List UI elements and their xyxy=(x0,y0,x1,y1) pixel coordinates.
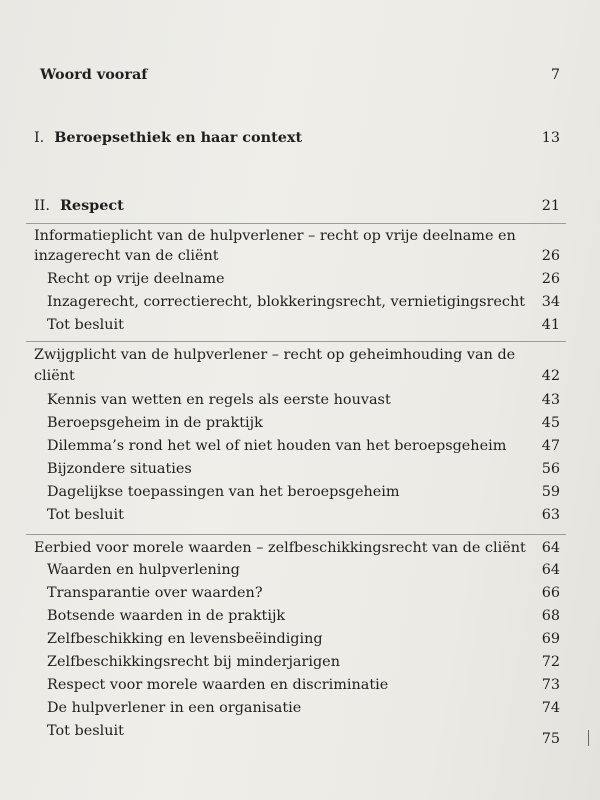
chapter-title: Beroepsethiek en haar context xyxy=(54,129,303,146)
toc-subentry xyxy=(0,559,600,581)
section-page: 26 xyxy=(541,248,560,264)
subentry-title: De hulpverlener in een organisatie xyxy=(47,700,302,716)
section-title: Zwijgplicht van de hulpverlener – recht op geheimhouding van de xyxy=(34,347,516,363)
subentry-title: Recht op vrije deelname xyxy=(47,271,225,287)
toc-subentry xyxy=(0,674,600,696)
chapter-page: 21 xyxy=(541,198,560,214)
subentry-page: 75 xyxy=(541,731,560,747)
toc-subentry xyxy=(0,628,600,650)
subentry-title: Tot besluit xyxy=(47,317,124,333)
toc-section-3 xyxy=(0,537,600,559)
subentry-page: 72 xyxy=(541,654,560,670)
chapter-title: Respect xyxy=(59,197,124,214)
subentry-title: Kennis van wetten en regels als eerste houvast xyxy=(47,392,391,408)
section-page: 42 xyxy=(541,368,560,384)
toc-chapter-2 xyxy=(0,195,600,217)
toc-subentry xyxy=(0,458,600,480)
subentry-page: 56 xyxy=(541,461,560,477)
toc-subentry xyxy=(0,720,600,747)
toc-section-1-line2 xyxy=(0,245,600,267)
toc-subentry xyxy=(0,582,600,604)
subentry-page: 34 xyxy=(541,294,560,310)
subentry-title: Zelfbeschikkingsrecht bij minderjarigen xyxy=(47,654,340,670)
subentry-page: 74 xyxy=(541,700,560,716)
subentry-page: 69 xyxy=(541,631,560,647)
chapter-number: II. xyxy=(34,198,50,214)
toc-subentry xyxy=(0,435,600,457)
subentry-page: 66 xyxy=(541,585,560,601)
subentry-title: Dagelijkse toepassingen van het beroepsgeheim xyxy=(47,484,400,500)
subentry-page: 47 xyxy=(541,438,560,454)
section-title: Eerbied voor morele waarden – zelfbeschikkingsrecht van de cliënt xyxy=(34,540,526,556)
toc-subentry xyxy=(0,651,600,673)
subentry-title: Transparantie over waarden? xyxy=(47,585,263,601)
subentry-title: Tot besluit xyxy=(47,723,124,739)
section-page: 64 xyxy=(541,540,560,556)
section-divider xyxy=(26,534,566,535)
toc-subentry xyxy=(0,697,600,719)
subentry-page: 64 xyxy=(541,562,560,578)
subentry-page: 43 xyxy=(541,392,560,408)
section-title: cliënt xyxy=(34,368,75,384)
toc-chapter-1 xyxy=(0,127,600,149)
subentry-title: Botsende waarden in de praktijk xyxy=(47,608,286,624)
subentry-title: Waarden en hulpverlening xyxy=(47,562,240,578)
subentry-title: Inzagerecht, correctierecht, blokkeringsrecht, vernietigingsrecht xyxy=(47,294,526,310)
section-title: inzagerecht van de cliënt xyxy=(34,248,219,264)
subentry-page: 63 xyxy=(541,507,560,523)
toc-entry-intro xyxy=(0,64,600,86)
toc-entry-page: 7 xyxy=(550,67,560,83)
subentry-title: Zelfbeschikking en levensbeëindiging xyxy=(47,631,323,647)
subentry-title: Tot besluit xyxy=(47,507,124,523)
toc-subentry xyxy=(0,314,600,336)
toc-entry-title: Woord vooraf xyxy=(40,66,148,83)
toc-subentry xyxy=(0,481,600,503)
toc-subentry xyxy=(0,504,600,526)
toc-subentry xyxy=(0,268,600,290)
subentry-page: 41 xyxy=(541,317,560,333)
subentry-title: Respect voor morele waarden en discriminatie xyxy=(47,677,389,693)
section-title: Informatieplicht van de hulpverlener – recht op vrije deelname en xyxy=(34,228,516,244)
chapter-page: 13 xyxy=(541,130,560,146)
toc-section-2-line2 xyxy=(0,365,600,387)
subentry-page: 73 xyxy=(541,677,560,693)
subentry-page: 45 xyxy=(541,415,560,431)
subentry-title: Beroepsgeheim in de praktijk xyxy=(47,415,263,431)
toc-subentry xyxy=(0,412,600,434)
subentry-page: 68 xyxy=(541,608,560,624)
subentry-title: Dilemma’s rond het wel of niet houden van het beroepsgeheim xyxy=(47,438,507,454)
subentry-page: 59 xyxy=(541,484,560,500)
chapter-number: I. xyxy=(34,130,45,146)
toc-subentry xyxy=(0,291,600,313)
section-divider xyxy=(26,341,566,342)
toc-section-1-line1 xyxy=(0,225,600,247)
subentry-page: 26 xyxy=(541,271,560,287)
section-divider xyxy=(26,223,566,224)
toc-section-2-line1 xyxy=(0,344,600,366)
page-edge-mark xyxy=(588,730,589,746)
toc-subentry xyxy=(0,605,600,627)
subentry-title: Bijzondere situaties xyxy=(47,461,192,477)
toc-subentry xyxy=(0,389,600,411)
